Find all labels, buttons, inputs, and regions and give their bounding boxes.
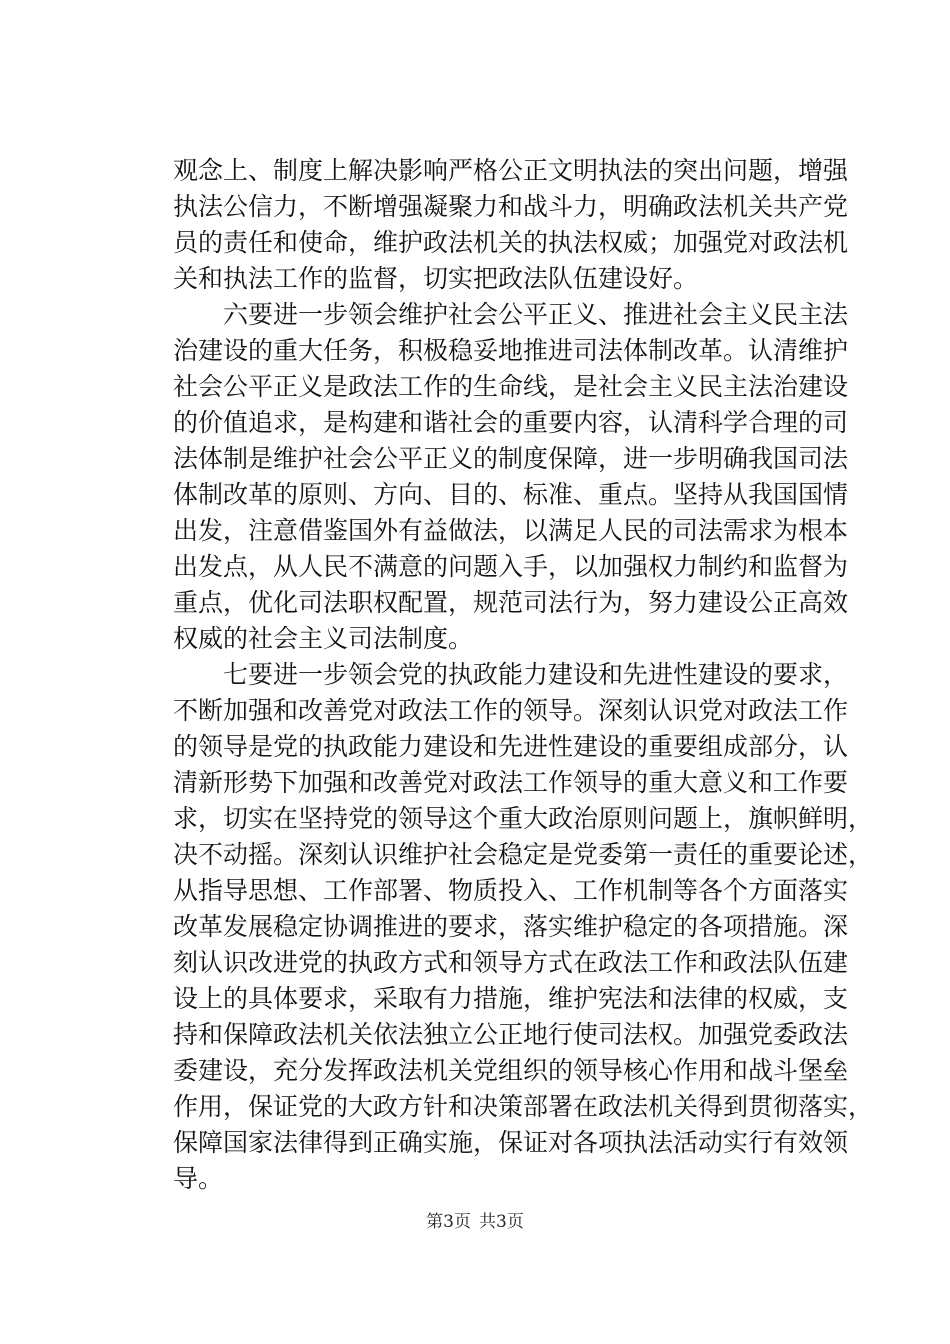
text-line: 设上的具体要求，采取有力措施，维护宪法和法律的权威，支 xyxy=(173,984,849,1013)
page-number: 第3页 xyxy=(426,1212,471,1232)
text-line: 导。 xyxy=(173,1164,224,1193)
text-line: 作用，保证党的大政方针和决策部署在政法机关得到贯彻落实， xyxy=(173,1092,874,1121)
page-total: 共3页 xyxy=(479,1212,524,1232)
text-line: 七要进一步领会党的执政能力建设和先进性建设的要求， xyxy=(173,660,849,689)
text-line: 法体制是维护社会公平正义的制度保障，进一步明确我国司法 xyxy=(173,444,849,473)
text-line: 委建设，充分发挥政法机关党组织的领导核心作用和战斗堡垒 xyxy=(173,1056,849,1085)
text-line: 重点，优化司法职权配置，规范司法行为，努力建设公正高效 xyxy=(173,588,849,617)
text-line: 持和保障政法机关依法独立公正地行使司法权。加强党委政法 xyxy=(173,1020,849,1049)
text-line: 改革发展稳定协调推进的要求，落实维护稳定的各项措施。深 xyxy=(173,912,849,941)
text-line: 关和执法工作的监督，切实把政法队伍建设好。 xyxy=(173,264,699,293)
text-line: 刻认识改进党的执政方式和领导方式在政法工作和政法队伍建 xyxy=(173,948,849,977)
text-line: 不断加强和改善党对政法工作的领导。深刻认识党对政法工作 xyxy=(173,696,849,725)
text-line: 六要进一步领会维护社会公平正义、推进社会主义民主法 xyxy=(173,300,849,329)
text-line: 社会公平正义是政法工作的生命线，是社会主义民主法治建设 xyxy=(173,372,849,401)
text-line: 的领导是党的执政能力建设和先进性建设的重要组成部分，认 xyxy=(173,732,849,761)
text-line: 体制改革的原则、方向、目的、标准、重点。坚持从我国国情 xyxy=(173,480,849,509)
text-line: 求，切实在坚持党的领导这个重大政治原则问题上，旗帜鲜明， xyxy=(173,804,874,833)
text-line: 出发，注意借鉴国外有益做法，以满足人民的司法需求为根本 xyxy=(173,516,849,545)
text-line: 从指导思想、工作部署、物质投入、工作机制等各个方面落实 xyxy=(173,876,849,905)
text-line: 观念上、制度上解决影响严格公正文明执法的突出问题，增强 xyxy=(173,156,849,185)
text-line: 决不动摇。深刻认识维护社会稳定是党委第一责任的重要论述， xyxy=(173,840,874,869)
text-line: 权威的社会主义司法制度。 xyxy=(173,624,474,653)
text-line: 治建设的重大任务，积极稳妥地推进司法体制改革。认清维护 xyxy=(173,336,849,365)
text-line: 执法公信力，不断增强凝聚力和战斗力，明确政法机关共产党 xyxy=(173,192,849,221)
text-line: 清新形势下加强和改善党对政法工作领导的重大意义和工作要 xyxy=(173,768,849,797)
document-body xyxy=(173,153,874,1197)
text-line: 出发点，从人民不满意的问题入手，以加强权力制约和监督为 xyxy=(173,552,849,581)
text-line: 员的责任和使命，维护政法机关的执法权威；加强党对政法机 xyxy=(173,228,849,257)
text-line: 保障国家法律得到正确实施，保证对各项执法活动实行有效领 xyxy=(173,1128,849,1157)
page-footer xyxy=(0,1210,950,1234)
text-line: 的价值追求，是构建和谐社会的重要内容，认清科学合理的司 xyxy=(173,408,849,437)
